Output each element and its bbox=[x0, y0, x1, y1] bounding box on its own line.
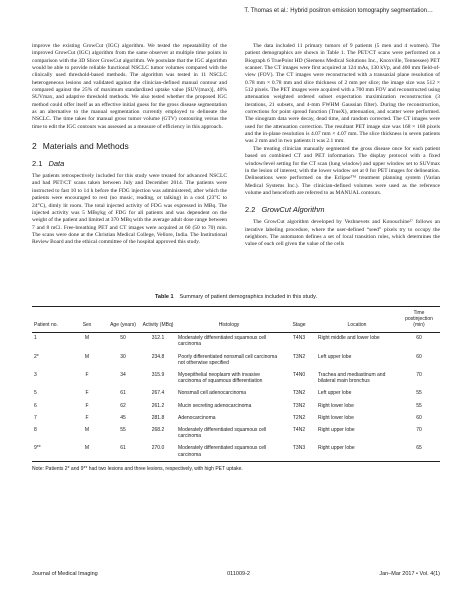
cell-stage: T3N2 bbox=[292, 402, 306, 409]
cell-age: 55 bbox=[120, 426, 126, 433]
cell-sex: F bbox=[85, 402, 89, 409]
cell-patient: 7 bbox=[34, 414, 37, 421]
table-caption-text: Summary of patient demographics included in this study. bbox=[179, 294, 317, 300]
cell-sex: M bbox=[84, 426, 90, 433]
cell-time: 70 bbox=[416, 371, 422, 378]
cell-patient: 8 bbox=[34, 426, 37, 433]
page-footer bbox=[32, 571, 440, 577]
cell-patient: 9** bbox=[34, 445, 41, 452]
cell-location: Right upper lobe bbox=[318, 426, 355, 433]
cell-histology: Nonsmall cell adenocarcinoma bbox=[178, 390, 247, 397]
table-row bbox=[32, 351, 440, 369]
column-header-stage: Stage bbox=[292, 322, 306, 329]
cell-sex: F bbox=[85, 371, 89, 378]
cell-histology: Moderately differentiated squamous cell carcinoma bbox=[178, 445, 267, 458]
cell-activity: 315.9 bbox=[151, 371, 165, 378]
table-caption bbox=[32, 294, 440, 300]
cell-activity: 312.1 bbox=[151, 335, 165, 342]
cell-location: Right middle and lower lobe bbox=[318, 335, 380, 342]
table-label: Table 1 bbox=[154, 294, 174, 300]
body-paragraph: The patients retrospectively included for this study were treated for advanced NSCLC and had PET/CT scans taken between July and December 2014. The patients were instructed to fast 10 to 14 h before the FDG injection was administered, after which the patients were encouraged to rest (no music, reading, or talking) in a cool (23°C to 24°C), dimly lit room. The total injected activity of FDG was expressed in MBq. The injected activity was 5 MBq/kg of FDG for all patients and was dependent on the weight of the patient and limited at 370 MBq with the average adult dose range between 7 and 8 mCi. Free-breathing PET and CT images were acquired at 60 (50 to 70) min. The scans were done at the Christian Medical College, Vellore, India. The Institutional Review Board and the ethical committee of the hospital approved this study. bbox=[32, 173, 227, 246]
cell-stage: T4N2 bbox=[292, 426, 306, 433]
cell-age: 45 bbox=[120, 414, 126, 421]
column-header-sex: Sex bbox=[82, 322, 92, 329]
cell-sex: M bbox=[84, 335, 90, 342]
cell-activity: 281.8 bbox=[151, 414, 165, 421]
subsection-number: 2.2 bbox=[245, 205, 256, 215]
cell-age: 62 bbox=[120, 402, 126, 409]
demographics-table-block bbox=[32, 294, 440, 472]
column-header-histology: Histology bbox=[218, 322, 240, 329]
cell-stage: T2N2 bbox=[292, 414, 306, 421]
running-header: T. Thomas et al.: Hybrid positron emission tomography segmentation… bbox=[244, 8, 433, 14]
cell-sex: F bbox=[85, 414, 89, 421]
cell-histology: Poorly differentiated nonsmall cell carcinoma not otherwise specified bbox=[178, 353, 278, 366]
table-row bbox=[32, 443, 440, 462]
cell-time: 65 bbox=[416, 445, 422, 452]
body-paragraph: The treating clinician manually segmented the gross disease once for each patient based on combined CT and PET information. The display protocol with a fixed window/level setting for the CT scan (lung window) and upper window set to SUVmax in the lesion of interest, with the lower window set at 0 for PET images for delineation. Delineations were performed on the Eclipse™ treatment planning system (Varian Medical Systems Inc.). The clinician-defined volumes were used as the reference volume and henceforth are referred to as MANUAL contours. bbox=[245, 145, 440, 196]
cell-activity: 268.2 bbox=[151, 426, 165, 433]
cell-age: 50 bbox=[120, 335, 126, 342]
cell-patient: 5 bbox=[34, 390, 37, 397]
cell-location: Right lower lobe bbox=[318, 402, 354, 409]
cell-activity: 267.4 bbox=[151, 390, 165, 397]
footer-journal: Journal of Medical Imaging bbox=[32, 571, 98, 577]
cell-histology: Moderately differentiated squamous cell carcinoma bbox=[178, 426, 267, 440]
cell-histology: Myoepithelial neoplasm with invasive carcinoma of squamous differentiation bbox=[178, 371, 263, 385]
subsection-title: GrowCut Algorithm bbox=[261, 205, 325, 215]
cell-time: 55 bbox=[416, 390, 422, 397]
cell-stage: T4N3 bbox=[292, 335, 306, 342]
table-header-row bbox=[32, 307, 440, 333]
cell-activity: 261.2 bbox=[151, 402, 165, 409]
cell-time: 55 bbox=[416, 402, 422, 409]
body-paragraph: The data included 11 primary tumors of 9 patients (5 men and 4 women). The patient demographics are shown in Table 1. The PET/CT scans were performed on a Biograph 6 TruePoint HD (Siemens Medical Solutions Inc., Knoxville, Tennessee) PET scanner. The CT images were first acquired at 124 mAs, 130 kVp, and 400 mm field-of-view (FOV). The CT images were reconstructed with a transaxial plane resolution of 0.78 mm × 0.78 mm and slice thickness of 2 mm per slice; the image size was 512 × 512 pixels. The PET images were acquired with a 700 mm FOV and reconstructed using attenuation weighted ordered subset expectation maximization reconstruction (3 iterations, 21 subsets, and 4-mm FWHM Gaussian filter). During the reconstruction, corrections for point spread function (TrueX), attenuation, and scatter were performed. The sinogram data were decay, dead time, and random corrected. The CT images were used for the attenuation correction. The resultant PET image size was 168 × 168 pixels and the in-plane resolution is 4.07 mm × 4.07 mm. The slice thickness in seven patients was 2 mm and in two patients it was 2.1 mm. bbox=[245, 43, 440, 145]
cell-age: 61 bbox=[120, 390, 126, 397]
column-header-location: Location bbox=[347, 322, 367, 329]
subsection-number: 2.1 bbox=[32, 159, 43, 169]
cell-activity: 234.8 bbox=[151, 353, 165, 360]
table-row bbox=[32, 388, 440, 400]
cell-patient: 6 bbox=[34, 402, 37, 409]
table-row bbox=[32, 332, 440, 351]
cell-time: 70 bbox=[416, 426, 422, 433]
cell-sex: M bbox=[84, 353, 90, 360]
left-column bbox=[32, 43, 227, 247]
subsection-heading bbox=[32, 159, 227, 168]
cell-time: 60 bbox=[416, 335, 422, 342]
column-header-activity: Activity (MBq) bbox=[142, 322, 174, 329]
cell-activity: 270.0 bbox=[151, 445, 165, 452]
column-header-time: Time postinjection (min) bbox=[405, 310, 433, 329]
column-header-age: Age (years) bbox=[110, 322, 136, 329]
cell-sex: M bbox=[84, 445, 90, 452]
cell-stage: T3N3 bbox=[292, 445, 306, 452]
right-column bbox=[245, 43, 440, 249]
cell-location: Right lower lobe bbox=[318, 414, 354, 421]
cell-patient: 1 bbox=[34, 335, 37, 342]
cell-patient: 2* bbox=[34, 353, 39, 360]
cell-histology: Adenocarcinoma bbox=[178, 414, 216, 421]
demographics-table bbox=[32, 306, 440, 462]
section-title: Materials and Methods bbox=[42, 141, 129, 152]
cell-sex: F bbox=[85, 390, 89, 397]
cell-stage: T4N0 bbox=[292, 371, 306, 378]
cell-stage: T3N2 bbox=[292, 353, 306, 360]
table-row bbox=[32, 369, 440, 387]
cell-histology: Moderately differentiated squamous cell carcinoma bbox=[178, 335, 267, 348]
cell-location: Left upper lobe bbox=[318, 353, 352, 360]
cell-age: 61 bbox=[120, 445, 126, 452]
table-row bbox=[32, 424, 440, 442]
table-row bbox=[32, 412, 440, 424]
cell-location: Left upper lobe bbox=[318, 390, 352, 397]
cell-patient: 3 bbox=[34, 371, 37, 378]
cell-stage: T3N2 bbox=[292, 390, 306, 397]
section-number: 2 bbox=[32, 141, 37, 152]
cell-location: Trachea and mediastinum and bilateral main bronchus bbox=[318, 371, 386, 385]
subsection-title: Data bbox=[48, 159, 65, 169]
section-heading bbox=[32, 141, 227, 151]
footer-issue: Jan–Mar 2017 • Vol. 4(1) bbox=[379, 571, 440, 577]
subsection-heading bbox=[245, 205, 440, 214]
cell-time: 60 bbox=[416, 414, 422, 421]
table-note: Note: Patients 2* and 9** had two lesions and three lesions, respectively, with high PET uptake. bbox=[32, 466, 243, 473]
column-header-patient: Patient no. bbox=[34, 322, 58, 329]
footer-page-id: 011009-2 bbox=[227, 571, 250, 577]
body-paragraph: The GrowCut algorithm developed by Vezhnevets and Konouchine²⁷ follows an iterative labeling procedure, where the user-defined “seed” pixels try to occupy the neighbors. The automaton defines a set of local transition rules, which determines the value of each cell given the value of the cells bbox=[245, 219, 440, 248]
cell-histology: Mucin secreting adenocarcinoma bbox=[178, 402, 252, 409]
cell-time: 60 bbox=[416, 353, 422, 360]
cell-age: 30 bbox=[120, 353, 126, 360]
body-paragraph: improve the existing GrowCut (IGC) algorithm. We tested the repeatability of the improved GrowCut (IGC) algorithm from the same observer at multiple time points in comparison with the 3D Slicer GrowCut algorithm. We postulate that the IGC algorithm would be able to provide reliable functional NSCLC tumor volumes compared with the clinically used threshold-based methods. The algorithm was tested in 11 NSCLC heterogeneous lesions and validated against the clinician-defined manual contour and compared against the 25% of maximum standardized uptake value [SUV(max)], 40% SUVmax, and adaptive threshold methods. We also tested whether the proposed IGC method could offer itself as an effective initial guess for the gross disease segmentation as an alternative to the manual segmentation currently employed to delineate the NSCLC. The time takes for manual gross tumor volume (GTV) contouring versus the time to edit the IGC contours was assessed as a measure of efficiency in this approach. bbox=[32, 43, 227, 130]
table-row bbox=[32, 400, 440, 412]
cell-age: 34 bbox=[120, 371, 126, 378]
cell-location: Right upper lobe bbox=[318, 445, 355, 452]
